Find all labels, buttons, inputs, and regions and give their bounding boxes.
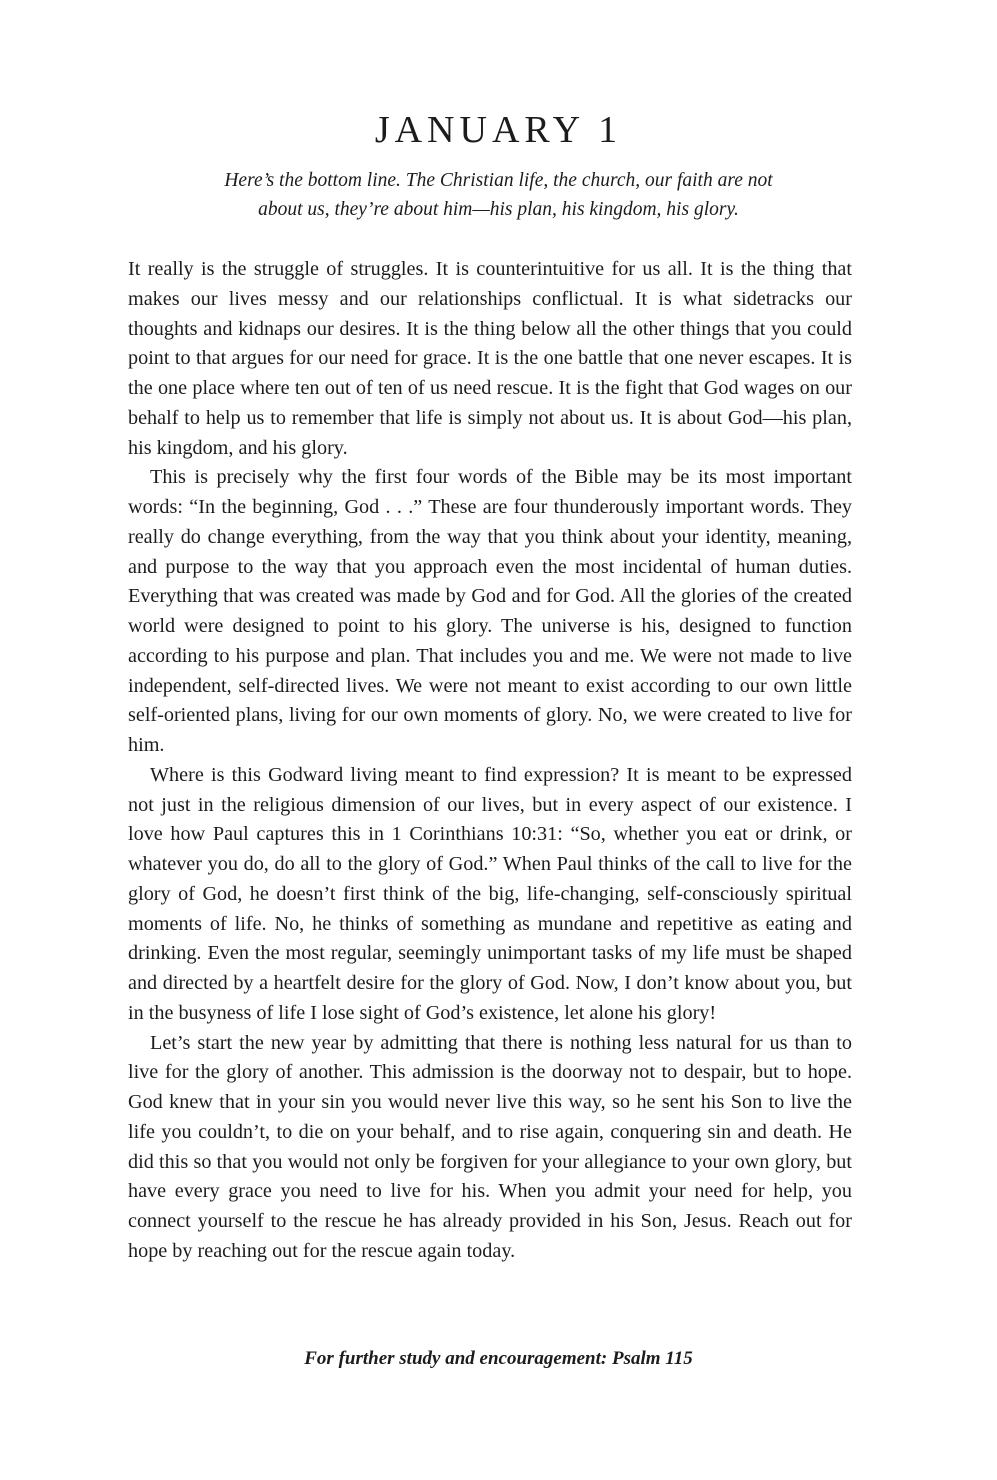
body-paragraph-3: Where is this Godward living meant to find expression? It is meant to be expressed not just in the religious dimension of our lives, but in every aspect of our existence. I love how Paul captures this in 1 Corinthians 10:31: “So, whether you eat or drink, or whatever you do, do all to the glory of God.” When Paul thinks of the call to live for the glory of God, he doesn’t first think of the big, life-changing, self-consciously spiritual moments of life. No, he thinks of something as mundane and repetitive as eating and drinking. Even the most regular, seemingly unimportant tasks of my life must be shaped and directed by a heartfelt desire for the glory of God. Now, I don’t know about you, but in the busyness of life I lose sight of God’s existence, let alone his glory! <box>128 763 852 1024</box>
epigraph-line-2: about us, they’re about him—his plan, his kingdom, his glory. <box>258 199 739 220</box>
body-paragraph-2: This is precisely why the first four words of the Bible may be its most important words: “In the beginning, God . . .” These are four thunderously important words. They really do change everything, from the way that you think about your identity, meaning, and purpose to the way that you approach even the most incidental of human duties. Everything that was created was made by God and for God. All the glories of the created world were designed to point to his glory. The universe is his, designed to function according to his purpose and plan. That includes you and me. We were not made to live independent, self-directed lives. We were not meant to exist according to our own little self-oriented plans, living for our own moments of glory. No, we were created to live for him. <box>128 466 852 756</box>
epigraph-line-1: Here’s the bottom line. The Christian life, the church, our faith are not <box>224 170 773 191</box>
further-study-note: For further study and encouragement: Psalm 115 <box>304 1348 693 1369</box>
body-paragraph-4: Let’s start the new year by admitting that there is nothing less natural for us than to live for the glory of another. This admission is the doorway not to despair, but to hope. God knew that in your sin you would never live this way, so he sent his Son to live the life you couldn’t, to die on your behalf, and to rise again, conquering sin and death. He did this so that you would not only be forgiven for your allegiance to your own glory, but have every grace you need to live for his. When you admit your need for help, you connect yourself to the rescue he has already provided in his Son, Jesus. Reach out for hope by reaching out for the rescue again today. <box>128 1031 852 1262</box>
page-title: JANUARY 1 <box>374 109 623 151</box>
epigraph-quote <box>160 166 837 224</box>
body-paragraph-1: It really is the struggle of struggles. It is counterintuitive for us all. It is the thing that makes our lives messy and our relationships conflictual. It is what sidetracks our thoughts and kidnaps our desires. It is the thing below all the other things that you could point to that argues for our need for grace. It is the one battle that one never escapes. It is the one place where ten out of ten of us need rescue. It is the fight that God wages on our behalf to help us to remember that life is simply not about us. It is about God—his plan, his kingdom, and his glory. <box>128 258 852 459</box>
devotional-body <box>128 255 852 1267</box>
